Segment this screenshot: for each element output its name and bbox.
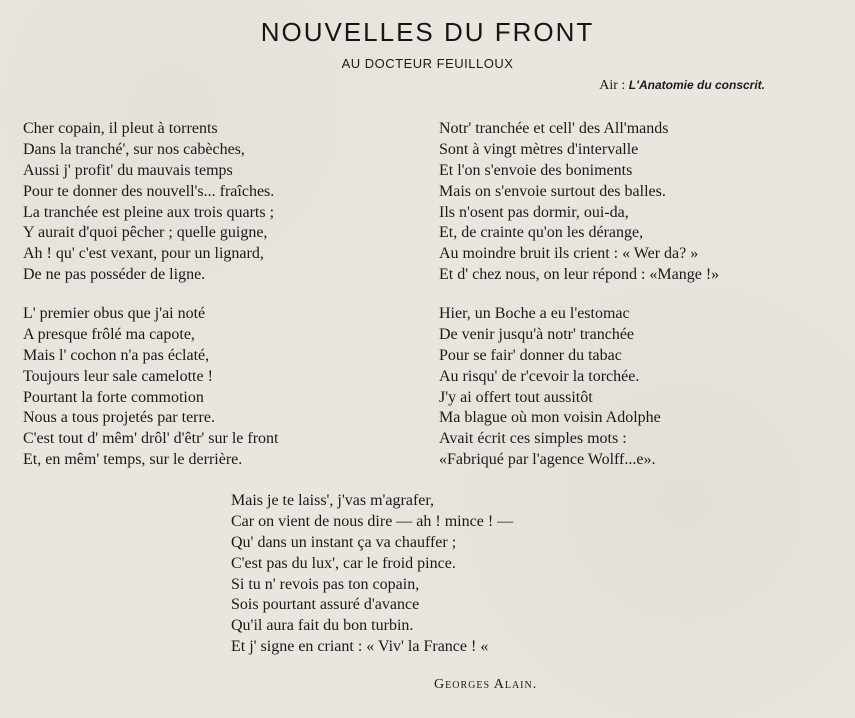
poem-line: Mais je te laiss', j'vas m'agrafer, [231, 492, 435, 509]
stanza-5 [231, 491, 513, 658]
poem-line: C'est pas du lux', car le froid pince. [231, 554, 456, 572]
stanza-2 [439, 119, 719, 286]
poem-line: A presque frôlé ma capote, [23, 325, 195, 343]
poem-line: Et l'on s'envoie des boniments [439, 161, 633, 179]
poem-line: Hier, un Boche a eu l'estomac [439, 305, 630, 322]
poem-line: De venir jusqu'à notr' tranchée [439, 325, 635, 343]
poem-line: Sois pourtant assuré d'avance [231, 596, 420, 614]
poem-line: Au moindre bruit ils crient : « Wer da? » [439, 245, 699, 263]
air-reference [599, 78, 765, 94]
air-label: Air : [599, 78, 626, 93]
poem-line: Et j' signe en criant : « Viv' la France ! « [231, 638, 489, 656]
poem-line: Avait écrit ces simples mots : [439, 430, 627, 448]
poem-line: Y aurait d'quoi pêcher ; quelle guigne, [23, 224, 268, 242]
poem-dedication: AU DOCTEUR FEUILLOUX [341, 56, 514, 71]
poem-line: Dans la tranché', sur nos cabèches, [23, 140, 245, 158]
poem-line: Et, de crainte qu'on les dérange, [439, 224, 644, 242]
poem-line: Cher copain, il pleut à torrents [23, 120, 218, 137]
author-signature: Georges Alain. [434, 677, 538, 692]
stanza-1 [23, 119, 274, 286]
poem-line: Toujours leur sale camelotte ! [23, 367, 213, 385]
stanza-3 [23, 304, 278, 471]
poem-line: De ne pas posséder de ligne. [23, 266, 206, 284]
poem-line: La tranchée est pleine aux trois quarts ; [23, 203, 275, 221]
poem-line: Ils n'osent pas dormir, oui-da, [439, 203, 629, 221]
poem-line: L' premier obus que j'ai noté [23, 305, 206, 322]
poem-line: Sont à vingt mètres d'intervalle [439, 140, 639, 158]
poem-title: NOUVELLES DU FRONT [260, 17, 595, 47]
poem-line: Ma blague où mon voisin Adolphe [439, 409, 661, 427]
poem-line: Pourtant la forte commotion [23, 388, 204, 406]
poem-line: Pour se fair' donner du tabac [439, 346, 622, 364]
poem-line: Mais on s'envoie surtout des balles. [439, 182, 666, 200]
stanza-4 [439, 304, 661, 471]
poem-line: Qu' dans un instant ça va chauffer ; [231, 533, 457, 551]
air-title: L'Anatomie du conscrit. [628, 78, 765, 92]
poem-line: «Fabriqué par l'agence Wolff...e». [439, 451, 656, 469]
poem-line: Pour te donner des nouvell's... fraîches. [23, 182, 275, 200]
poem-line: Ah ! qu' c'est vexant, pour un lignard, [23, 245, 264, 263]
poem-line: Qu'il aura fait du bon turbin. [231, 617, 414, 635]
poem-line: Aussi j' profit' du mauvais temps [23, 161, 233, 179]
poem-line: C'est tout d' mêm' drôl' d'êtr' sur le front [23, 430, 279, 448]
poem-line: J'y ai offert tout aussitôt [439, 388, 593, 406]
poem-line: Et d' chez nous, on leur répond : «Mange !» [439, 266, 720, 284]
poem-line: Notr' tranchée et cell' des All'mands [439, 120, 669, 137]
poem-line: Au risqu' de r'cevoir la torchée. [439, 367, 640, 385]
poem-line: Nous a tous projetés par terre. [23, 409, 215, 427]
poem-line: Et, en mêm' temps, sur le derrière. [23, 451, 243, 469]
poem-line: Si tu n' revois pas ton copain, [231, 575, 420, 593]
poem-line: Car on vient de nous dire — ah ! mince ! — [231, 512, 514, 530]
poem-line: Mais l' cochon n'a pas éclaté, [23, 346, 210, 364]
